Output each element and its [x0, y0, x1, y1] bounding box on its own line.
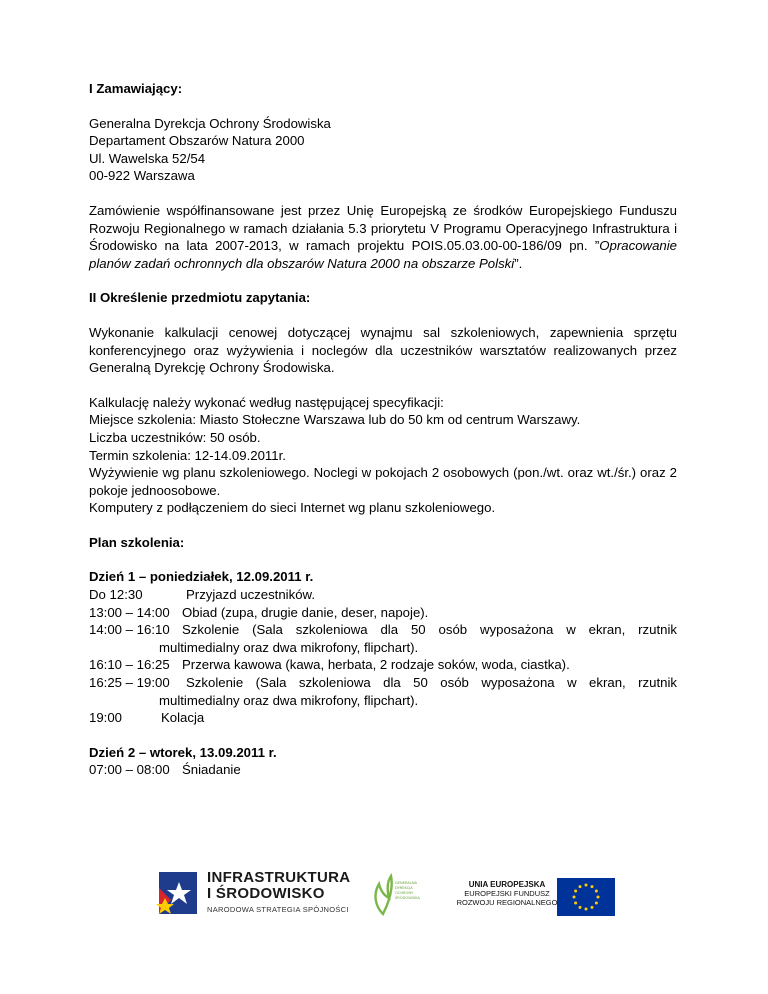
- day1-title: Dzień 1 – poniedziałek, 12.09.2011 r.: [89, 569, 314, 585]
- ue-line3: ROZWOJU REGIONALNEGO: [456, 898, 558, 907]
- eu-flag-icon: [557, 878, 615, 916]
- eu-star: [595, 902, 598, 905]
- gdos-text-1: GENERALNA: [395, 881, 417, 885]
- schedule-row: [89, 604, 677, 622]
- schedule-row: [89, 586, 677, 604]
- schedule-desc: Śniadanie: [182, 762, 241, 778]
- footer-logos: [155, 868, 625, 928]
- eu-star: [585, 908, 588, 911]
- day1-schedule: [89, 586, 677, 727]
- eu-star: [579, 906, 582, 909]
- gdos-text-2: DYREKCJA: [395, 886, 413, 890]
- eu-star: [573, 896, 576, 899]
- section1-heading: I Zamawiający:: [89, 81, 183, 96]
- eu-star: [585, 884, 588, 887]
- eu-star: [579, 885, 582, 888]
- plan-heading: Plan szkolenia:: [89, 534, 185, 550]
- schedule-row: [89, 621, 677, 639]
- eu-star: [574, 890, 577, 893]
- schedule-row: [89, 761, 677, 779]
- schedule-desc: Przyjazd uczestników.: [186, 587, 315, 603]
- schedule-desc-continued: multimedialny oraz dwa mikrofony, flipchart).: [159, 692, 419, 708]
- is-line1: INFRASTRUKTURA: [207, 869, 351, 886]
- eu-star: [591, 885, 594, 888]
- schedule-time: 07:00 – 08:00: [89, 762, 170, 778]
- schedule-desc: Przerwa kawowa (kawa, herbata, 2 rodzaje soków, woda, ciastka).: [182, 657, 570, 673]
- eu-star: [574, 902, 577, 905]
- spec-line: Wyżywienie wg planu szkoleniowego. Noclegi w pokojach 2 osobowych (pon./wt. oraz wt./śr.) oraz 2 pokoje jednoosobowe.: [89, 465, 677, 498]
- section2-heading: II Określenie przedmiotu zapytania:: [89, 290, 311, 306]
- schedule-time: Do 12:30: [89, 587, 143, 603]
- spec-line: Termin szkolenia: 12-14.09.2011r.: [89, 447, 286, 463]
- schedule-time: 13:00 – 14:00: [89, 604, 170, 620]
- day2-title: Dzień 2 – wtorek, 13.09.2011 r.: [89, 744, 277, 760]
- ue-line2: EUROPEJSKI FUNDUSZ: [464, 889, 550, 898]
- is-line3: NARODOWA STRATEGIA SPÓJNOŚCI: [207, 905, 349, 914]
- schedule-row: [89, 674, 677, 692]
- ue-text: [446, 880, 568, 907]
- schedule-desc: Szkolenie (Sala szkoleniowa dla 50 osób wyposażona w ekran, rzutnik: [182, 622, 677, 638]
- schedule-desc-continued: multimedialny oraz dwa mikrofony, flipchart).: [159, 639, 419, 655]
- funding-end: ”.: [514, 255, 523, 271]
- spec-line: Liczba uczestników: 50 osób.: [89, 429, 261, 445]
- gdos-text-4: ŚRODOWISKA: [395, 896, 420, 900]
- address-block: [89, 115, 677, 185]
- scope-intro: Wykonanie kalkulacji cenowej dotyczącej wynajmu sal szkoleniowych, zapewnienia sprzętu konferencyjnego oraz wyżywienia i noclegów dla uczestników warsztatów realizowanych przez Generalną Dyrekcję Ochrony Środowiska.: [89, 324, 677, 376]
- funding-paragraph: [89, 202, 677, 272]
- address-line: Departament Obszarów Natura 2000: [89, 133, 305, 149]
- spec-line: Komputery z podłączeniem do sieci Internet wg planu szkoleniowego.: [89, 500, 496, 516]
- schedule-time: 16:25 – 19:00: [89, 675, 170, 691]
- spec-line: Miejsce szkolenia: Miasto Stołeczne Warszawa lub do 50 km od centrum Warszawy.: [89, 412, 581, 428]
- schedule-desc: Obiad (zupa, drugie danie, deser, napoje).: [182, 604, 429, 620]
- project-title: Opracowanie planów zadań ochronnych dla obszarów Natura 2000 na obszarze Polski: [89, 238, 677, 271]
- spec-line: Kalkulację należy wykonać według następującej specyfikacji:: [89, 394, 444, 410]
- schedule-row: [89, 709, 677, 727]
- eu-star: [597, 896, 600, 899]
- infrastruktura-star-logo-icon: [155, 868, 205, 918]
- is-line2: I ŚRODOWISKO: [207, 885, 325, 902]
- address-line: Ul. Wawelska 52/54: [89, 150, 206, 166]
- schedule-time: 16:10 – 16:25: [89, 657, 170, 673]
- schedule-time: 19:00: [89, 710, 123, 726]
- schedule-desc: Kolacja: [161, 710, 205, 726]
- schedule-desc: Szkolenie (Sala szkoleniowa dla 50 osób wyposażona w ekran, rzutnik: [186, 675, 677, 691]
- infrastruktura-text: [207, 870, 350, 914]
- specification-block: [89, 394, 677, 517]
- address-line: Generalna Dyrekcja Ochrony Środowiska: [89, 115, 331, 131]
- schedule-time: 14:00 – 16:10: [89, 622, 170, 638]
- day2-schedule: [89, 761, 677, 779]
- eu-star: [591, 906, 594, 909]
- schedule-row: [89, 656, 677, 674]
- gdos-leaf-logo-icon: [369, 872, 420, 918]
- address-line: 00-922 Warszawa: [89, 168, 195, 184]
- gdos-text-3: OCHRONY: [395, 891, 414, 895]
- ue-line1: UNIA EUROPEJSKA: [468, 880, 546, 889]
- document-body: [89, 80, 677, 779]
- eu-star: [595, 890, 598, 893]
- funding-text: Zamówienie współfinansowane jest przez Unię Europejską ze środków Europejskiego Funduszu Rozwoju Regionalnego w ramach działania 5.3 priorytetu V Programu Operacyjnego Infrastruktura i Środowisko na lata 2007-2013, w ramach projektu POIS.05.03.00-00-186/09 pn. ”: [89, 202, 677, 254]
